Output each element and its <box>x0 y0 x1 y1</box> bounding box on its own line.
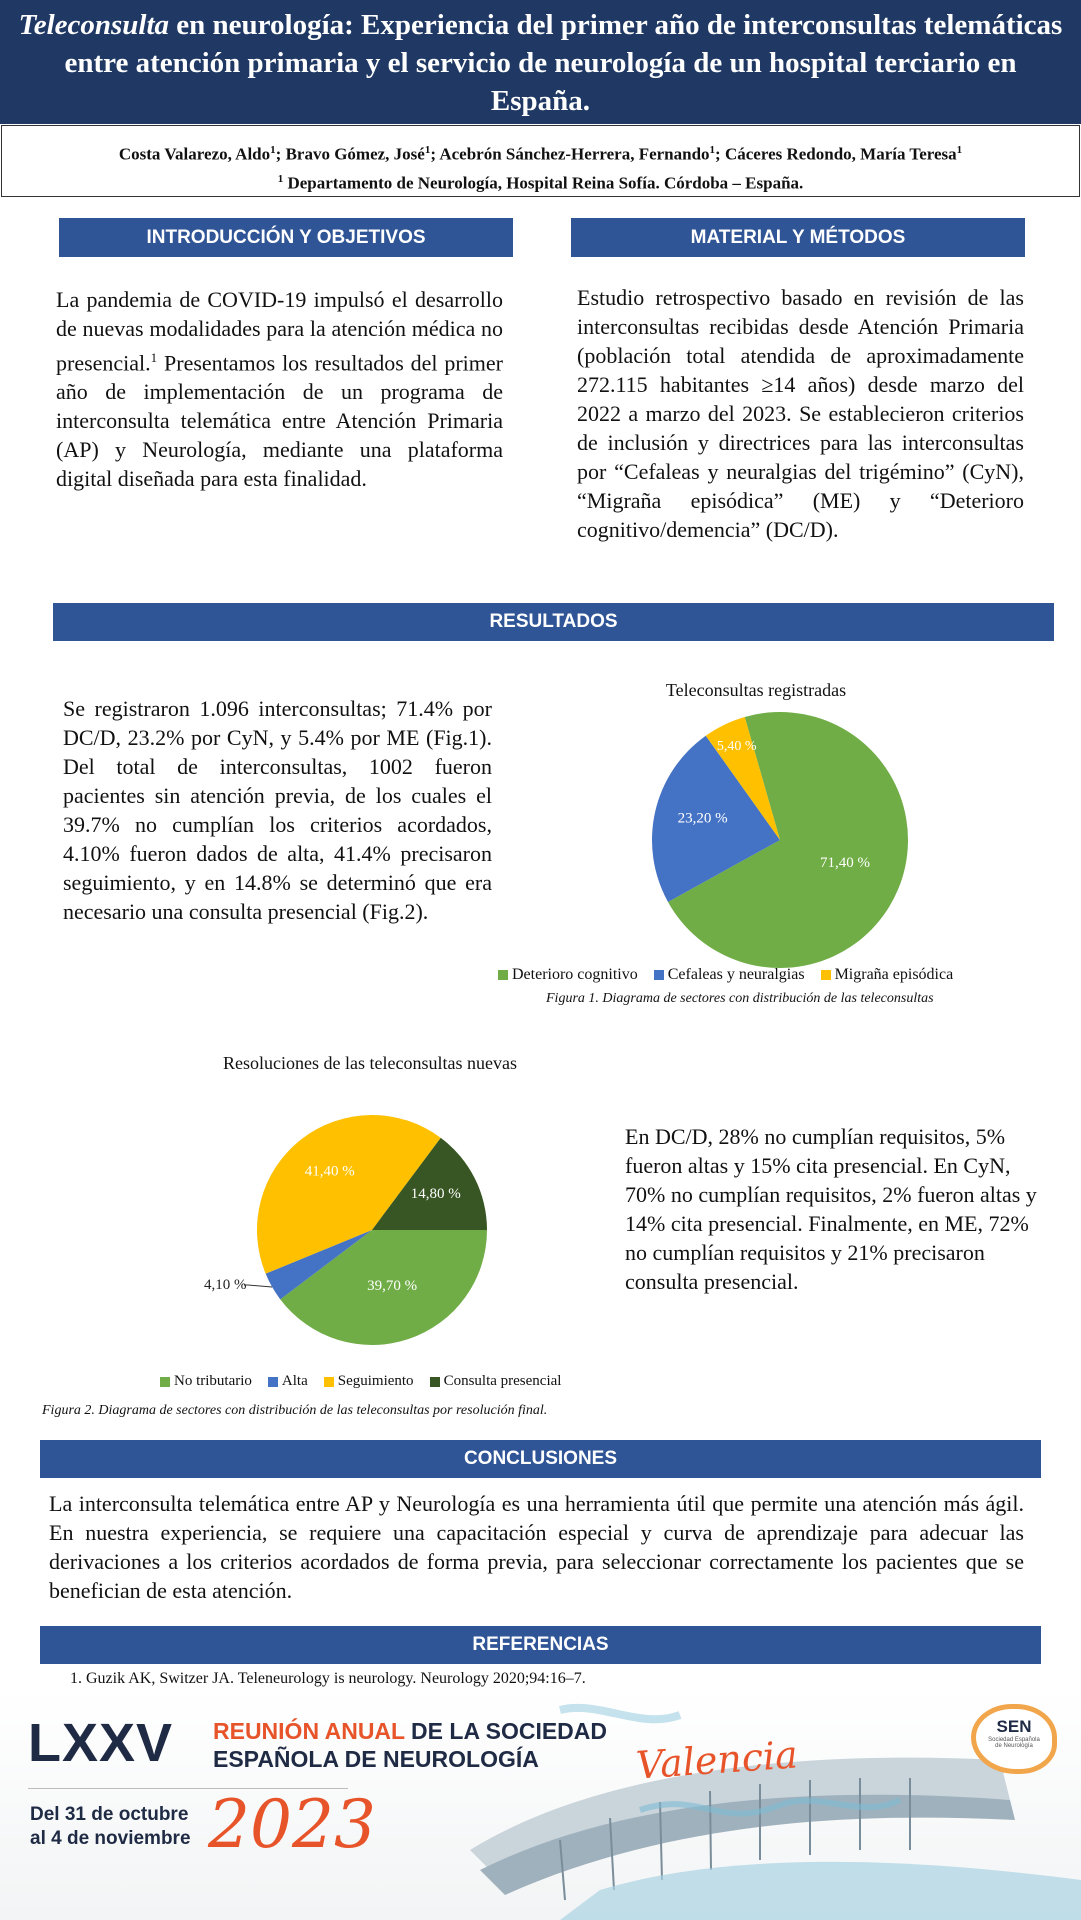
authors-block <box>1 125 1080 197</box>
legend-item: Migraña episódica <box>821 966 954 984</box>
results-heading: RESULTADOS <box>53 603 1054 641</box>
legend-swatch <box>160 1377 170 1387</box>
legend-swatch <box>324 1377 334 1387</box>
conclusions-heading: CONCLUSIONES <box>40 1440 1041 1478</box>
author-name: Bravo Gómez, José <box>285 144 425 164</box>
sen-logo-text: SEN <box>996 1717 1032 1736</box>
author-list: Costa Valarezo, Aldo$^1$; Bravo Gómez, José$^1$; Acebrón Sánchez-Herrera, Fernando$^1$; Cáceres Redondo, María Teresa$^1$ <box>118 144 963 164</box>
edition-number: LXXV <box>28 1713 174 1773</box>
intro-text: La pandemia de COVID-19 impulsó el desarrollo de nuevas modalidades para la atención médica no presencial.$^1$ Presentamos los resultados del primer año de implementación de un programa de interconsulta telemática entre Atención Primaria (AP) y Neurología, mediante una plataforma digital diseñada para esta finalidad. <box>56 287 503 492</box>
sen-logo <box>971 1704 1057 1774</box>
leader-line <box>244 1285 272 1287</box>
sen-logo-sub-2: de Neurología <box>995 1743 1033 1749</box>
poster-title <box>0 0 1081 124</box>
pie-data-label: 14,80 % <box>410 1186 461 1203</box>
chart1-pie <box>640 700 920 980</box>
chart1-legend <box>498 966 969 984</box>
legend-swatch <box>498 970 508 980</box>
intro-heading: INTRODUCCIÓN Y OBJETIVOS <box>59 218 513 257</box>
legend-swatch <box>821 970 831 980</box>
legend-swatch <box>430 1377 440 1387</box>
chart2-legend <box>160 1373 577 1390</box>
legend-item: Consulta presencial <box>430 1373 562 1390</box>
date-line-1: Del 31 de octubre <box>30 1804 189 1825</box>
legend-item: Seguimiento <box>324 1373 414 1390</box>
legend-item: Cefaleas y neuralgias <box>654 966 805 984</box>
reference-item: 1. Guzik AK, Switzer JA. Teleneurology is neurology. Neurology 2020;94:16–7. <box>70 1670 586 1687</box>
methods-heading: MATERIAL Y MÉTODOS <box>571 218 1025 257</box>
event-city: Valencia <box>634 1732 800 1788</box>
pie-data-label: 41,40 % <box>304 1163 355 1180</box>
chart2-title: Resoluciones de las teleconsultas nuevas <box>223 1053 517 1073</box>
event-line-1: REUNIÓN ANUAL DE LA SOCIEDAD <box>213 1718 607 1744</box>
fig1-caption: Figura 1. Diagrama de sectores con distribución de las teleconsultas <box>546 991 934 1006</box>
legend-item: No tributario <box>160 1373 252 1390</box>
conclusions-text: La interconsulta telemática entre AP y Neurología es una herramienta útil que permite una atención más ágil. En nuestra experiencia, se requiere una capacitación especial y curva de aprendizaje para adecuar las derivaciones a los criterios acordados de forma previa, para seleccionar correctamente los pacientes que se benefician de esta atención. <box>49 1491 1024 1603</box>
sen-logo-sub-1: Sociedad Española <box>988 1737 1040 1743</box>
legend-swatch <box>268 1377 278 1387</box>
author-name: Costa Valarezo, Aldo <box>118 144 271 164</box>
pie-data-label: 4,10 % <box>204 1277 247 1293</box>
affiliation: $^1$ Departamento de Neurología, Hospital Reina Sofía. Córdoba – España. <box>277 172 804 193</box>
legend-item: Alta <box>268 1373 308 1390</box>
results-text-1: Se registraron 1.096 interconsultas; 71.4% por DC/D, 23.2% por CyN, y 5.4% por ME (Fig.1). Del total de interconsultas, 1002 fueron pacientes sin atención previa, de los cuales el 39.7% no cumplían los criterios acordados, 4.10% fueron dados de alta, 41.4% precisaron seguimiento, y en 14.8% se determinó que era necesario una consulta presencial (Fig.2). <box>63 696 492 924</box>
fig2-caption: Figura 2. Diagrama de sectores con distribución de las teleconsultas por resolución final. <box>42 1403 548 1418</box>
pie-data-label: 39,70 % <box>367 1277 418 1294</box>
pie-data-label: 5,40 % <box>716 739 757 755</box>
event-line-2: ESPAÑOLA DE NEUROLOGÍA <box>213 1746 539 1772</box>
legend-swatch <box>654 970 664 980</box>
event-year: 2023 <box>208 1786 376 1863</box>
author-name: Acebrón Sánchez-Herrera, Fernando <box>439 144 710 164</box>
author-name: Cáceres Redondo, María Teresa <box>724 144 957 164</box>
pie-data-label: 23,20 % <box>677 810 728 827</box>
results-text-2: En DC/D, 28% no cumplían requisitos, 5% fueron altas y 15% cita presencial. En CyN, 70% no cumplían requisitos, 2% fueron altas y 14% cita presencial. Finalmente, en ME, 72% no cumplían requisitos y 21% precisaron consulta presencial. <box>625 1124 1037 1294</box>
title-rest: en neurología: Experiencia del primer año de interconsultas telemáticas entre atención primaria y el servicio de neurología de un hospital terciario en España. <box>64 9 1063 117</box>
legend-item: Deterioro cognitivo <box>498 966 638 984</box>
title-italic: Teleconsulta <box>18 9 170 41</box>
pie-data-label: 71,40 % <box>820 854 871 871</box>
methods-text: Estudio retrospectivo basado en revisión de las interconsultas recibidas desde Atención Primaria (población total atendida de aproximadamente 272.115 habitantes ≥14 años) desde marzo del 2022 a marzo del 2023. Se establecieron criterios de inclusión y directrices para las interconsultas por “Cefaleas y neuralgias del trigémino” (CyN), “Migraña episódica” (ME) y “Deterioro cognitivo/demencia” (DC/D). <box>577 285 1024 542</box>
date-line-2: al 4 de noviembre <box>30 1828 191 1849</box>
references-heading: REFERENCIAS <box>40 1626 1041 1664</box>
chart1-title: Teleconsultas registradas <box>665 680 847 700</box>
footer-banner <box>0 1690 1081 1920</box>
chart2-pie <box>190 1100 510 1360</box>
